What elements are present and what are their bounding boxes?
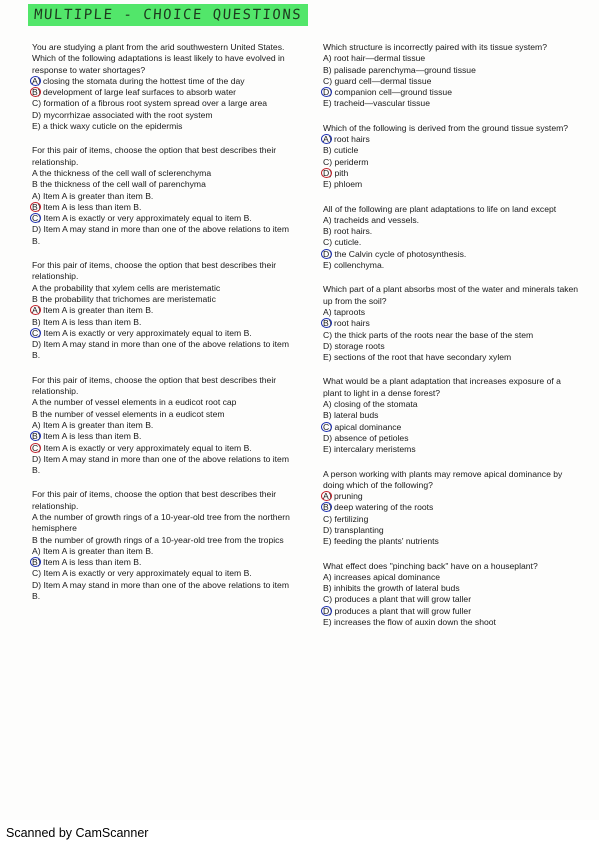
question bbox=[323, 284, 581, 363]
answer-option-text: D) Item A may stand in more than one of the above relations to item B. bbox=[32, 224, 289, 246]
question bbox=[323, 42, 581, 110]
answer-option bbox=[32, 339, 294, 362]
answer-option bbox=[32, 454, 294, 477]
answer-option-text: B) lateral buds bbox=[323, 410, 379, 421]
scanner-watermark: Scanned by CamScanner bbox=[6, 826, 149, 840]
answer-option bbox=[32, 317, 294, 328]
answer-option bbox=[323, 583, 581, 594]
answer-option bbox=[323, 260, 581, 271]
answer-option bbox=[32, 191, 294, 202]
answer-option-text: B) cuticle bbox=[323, 145, 359, 156]
answer-option-text: A) root hairs bbox=[323, 134, 370, 145]
answer-option bbox=[323, 76, 581, 87]
title-highlight bbox=[28, 4, 308, 26]
answer-option bbox=[323, 157, 581, 168]
question-stem: What effect does "pinching back" have on a houseplant? bbox=[323, 560, 538, 571]
answer-option-text: A) increases apical dominance bbox=[323, 571, 441, 582]
answer-option-text: C) apical dominance bbox=[323, 421, 402, 432]
answer-option bbox=[323, 502, 581, 513]
answer-option-text: E) collenchyma. bbox=[323, 260, 385, 271]
answer-option bbox=[323, 617, 581, 628]
question bbox=[32, 42, 294, 132]
blue-pen-circle-mark bbox=[30, 76, 41, 86]
answer-option-text: D) storage roots bbox=[323, 340, 385, 351]
answer-option bbox=[32, 431, 294, 442]
answer-option bbox=[32, 87, 294, 98]
answer-option-text: A) tracheids and vessels. bbox=[323, 214, 420, 225]
question bbox=[323, 561, 581, 629]
answer-option bbox=[323, 536, 581, 547]
answer-option bbox=[32, 305, 294, 316]
answer-option-text: A) Item A is greater than item B. bbox=[32, 190, 154, 201]
answer-option bbox=[323, 341, 581, 352]
answer-option-text: B) Item A is less than item B. bbox=[32, 557, 142, 568]
answer-option-text: B) Item A is less than item B. bbox=[32, 201, 142, 212]
answer-option-text: A) Item A is greater than item B. bbox=[32, 305, 154, 316]
answer-option-text: D) absence of petioles bbox=[323, 432, 409, 443]
answer-option bbox=[323, 237, 581, 248]
answer-option bbox=[32, 98, 294, 109]
answer-option bbox=[323, 491, 581, 502]
answer-option-text: D) pith bbox=[323, 167, 349, 178]
answer-option bbox=[323, 307, 581, 318]
answer-option-text: E) phloem bbox=[323, 179, 363, 190]
blue-pen-circle-mark bbox=[321, 249, 332, 259]
answer-option bbox=[32, 213, 294, 224]
answer-option-text: E) intercalary meristems bbox=[323, 444, 416, 455]
answer-option-text: D) Item A may stand in more than one of the above relations to item B. bbox=[32, 579, 289, 602]
answer-option bbox=[323, 226, 581, 237]
question bbox=[32, 260, 294, 362]
answer-option bbox=[32, 546, 294, 557]
answer-option bbox=[323, 606, 581, 617]
answer-option bbox=[323, 215, 581, 226]
answer-option-text: D) companion cell—ground tissue bbox=[323, 87, 452, 98]
left-question-column bbox=[32, 42, 294, 615]
question-stem: You are studying a plant from the arid southwestern United States. Which of the following adaptations is least likely to have evolved in response to water shortages? bbox=[32, 42, 285, 75]
answer-option bbox=[323, 168, 581, 179]
answer-option bbox=[323, 572, 581, 583]
answer-option bbox=[32, 202, 294, 213]
right-question-column bbox=[323, 42, 581, 641]
question bbox=[323, 469, 581, 548]
answer-option-text: C) Item A is exactly or very approximately equal to item B. bbox=[32, 213, 252, 224]
answer-option-text: B) Item A is less than item B. bbox=[32, 316, 142, 327]
answer-option-text: A) Item A is greater than item B. bbox=[32, 419, 154, 430]
question-stem: All of the following are plant adaptations to life on land except bbox=[323, 203, 557, 214]
answer-option bbox=[32, 420, 294, 431]
blue-pen-circle-mark bbox=[30, 328, 41, 338]
answer-option bbox=[32, 76, 294, 87]
answer-option-text: C) formation of a fibrous root system spread over a large area bbox=[32, 98, 268, 109]
answer-option bbox=[32, 557, 294, 568]
answer-option bbox=[323, 352, 581, 363]
answer-option bbox=[32, 224, 294, 247]
answer-option bbox=[323, 318, 581, 329]
question bbox=[323, 376, 581, 455]
answer-option bbox=[323, 399, 581, 410]
answer-option-text: D) Item A may stand in more than one of the above relations to item B. bbox=[32, 339, 289, 361]
answer-option-text: B) development of large leaf surfaces to absorb water bbox=[32, 87, 236, 98]
question bbox=[32, 375, 294, 477]
answer-option bbox=[32, 568, 294, 579]
answer-option bbox=[32, 121, 294, 132]
answer-option-text: A) pruning bbox=[323, 491, 363, 502]
question-stem: What would be a plant adaptation that increases exposure of a plant to light in a dense forest? bbox=[323, 376, 561, 398]
question-stem: For this pair of items, choose the option that best describes their relationship. A the number of vessel elements in a eudicot root cap B the number of vessel elements in a eudicot stem bbox=[32, 374, 277, 419]
answer-option bbox=[32, 580, 294, 603]
answer-option bbox=[323, 65, 581, 76]
answer-option-text: C) the thick parts of the roots near the base of the stem bbox=[323, 329, 534, 340]
answer-option-text: C) guard cell—dermal tissue bbox=[323, 75, 432, 86]
question-stem: Which part of a plant absorbs most of the water and minerals taken up from the soil? bbox=[323, 284, 579, 306]
blue-pen-circle-mark bbox=[321, 606, 332, 616]
answer-option-text: C) Item A is exactly or very approximately equal to item B. bbox=[32, 327, 252, 338]
answer-option-text: B) Item A is less than item B. bbox=[32, 431, 142, 442]
answer-option-text: A) taproots bbox=[323, 306, 366, 317]
answer-option bbox=[323, 53, 581, 64]
question-stem: For this pair of items, choose the option that best describes their relationship. A the thickness of the cell wall of sclerenchyma B the thickness of the cell wall of parenchyma bbox=[32, 145, 277, 190]
question bbox=[32, 489, 294, 602]
answer-option bbox=[323, 444, 581, 455]
answer-option-text: C) cuticle. bbox=[323, 237, 362, 248]
blue-pen-circle-mark bbox=[321, 422, 332, 432]
answer-option-text: E) increases the flow of auxin down the shoot bbox=[323, 617, 496, 628]
answer-option-text: B) deep watering of the roots bbox=[323, 502, 434, 513]
answer-option-text: E) a thick waxy cuticle on the epidermis bbox=[32, 121, 183, 132]
answer-option bbox=[323, 525, 581, 536]
answer-option-text: B) root hairs. bbox=[323, 226, 373, 237]
answer-option bbox=[323, 514, 581, 525]
answer-option bbox=[323, 422, 581, 433]
answer-option bbox=[323, 433, 581, 444]
answer-option bbox=[32, 443, 294, 454]
answer-option bbox=[32, 328, 294, 339]
question-stem: For this pair of items, choose the option that best describes their relationship. A the number of growth rings of a 10-year-old tree from the northern hemisphere B the number of growth rings of a 10-year-old tree from the tropics bbox=[32, 489, 290, 545]
answer-option bbox=[323, 145, 581, 156]
question-stem: A person working with plants may remove apical dominance by doing which of the following? bbox=[323, 468, 563, 490]
answer-option-text: E) feeding the plants' nutrients bbox=[323, 536, 439, 547]
question-stem: Which structure is incorrectly paired with its tissue system? bbox=[323, 42, 547, 52]
page-title: MULTIPLE - CHOICE QUESTIONS bbox=[33, 7, 303, 23]
red-pen-circle-mark bbox=[321, 168, 332, 178]
answer-option-text: D) Item A may stand in more than one of the above relations to item B. bbox=[32, 453, 289, 476]
answer-option-text: C) fertilizing bbox=[323, 513, 369, 524]
answer-option-text: E) tracheid—vascular tissue bbox=[323, 98, 430, 109]
answer-option bbox=[323, 249, 581, 260]
answer-option bbox=[323, 330, 581, 341]
answer-option-text: C) Item A is exactly or very approximately equal to item B. bbox=[32, 568, 252, 579]
red-pen-circle-mark bbox=[30, 202, 41, 212]
red-pen-circle-mark bbox=[30, 443, 41, 453]
answer-option-text: C) produces a plant that will grow taller bbox=[323, 594, 472, 605]
answer-option bbox=[323, 134, 581, 145]
question bbox=[32, 145, 294, 247]
answer-option-text: A) closing of the stomata bbox=[323, 399, 418, 410]
answer-option-text: C) Item A is exactly or very approximately equal to item B. bbox=[32, 442, 252, 453]
answer-option-text: D) the Calvin cycle of photosynthesis. bbox=[323, 248, 467, 259]
answer-option-text: A) closing the stomata during the hottest time of the day bbox=[32, 75, 245, 86]
question-stem: Which of the following is derived from the ground tissue system? bbox=[323, 122, 569, 133]
answer-option-text: D) produces a plant that will grow fuller bbox=[323, 605, 472, 616]
question bbox=[323, 123, 581, 191]
answer-option-text: A) root hair—dermal tissue bbox=[323, 53, 426, 64]
question-stem: For this pair of items, choose the option that best describes their relationship. A the probability that xylem cells are meristematic B the probability that trichomes are meristematic bbox=[32, 260, 277, 304]
answer-option-text: B) palisade parenchyma—ground tissue bbox=[323, 64, 476, 75]
answer-option bbox=[32, 110, 294, 121]
answer-option bbox=[323, 87, 581, 98]
answer-option bbox=[323, 179, 581, 190]
answer-option-text: D) transplanting bbox=[323, 524, 384, 535]
answer-option bbox=[323, 594, 581, 605]
question bbox=[323, 204, 581, 272]
answer-option-text: A) Item A is greater than item B. bbox=[32, 545, 154, 556]
answer-option-text: D) mycorrhizae associated with the root system bbox=[32, 109, 213, 120]
answer-option-text: B) root hairs bbox=[323, 318, 370, 329]
answer-option bbox=[323, 410, 581, 421]
answer-option-text: B) inhibits the growth of lateral buds bbox=[323, 583, 460, 594]
answer-option bbox=[323, 98, 581, 109]
answer-option-text: E) sections of the root that have secondary xylem bbox=[323, 352, 512, 363]
answer-option-text: C) periderm bbox=[323, 156, 369, 167]
